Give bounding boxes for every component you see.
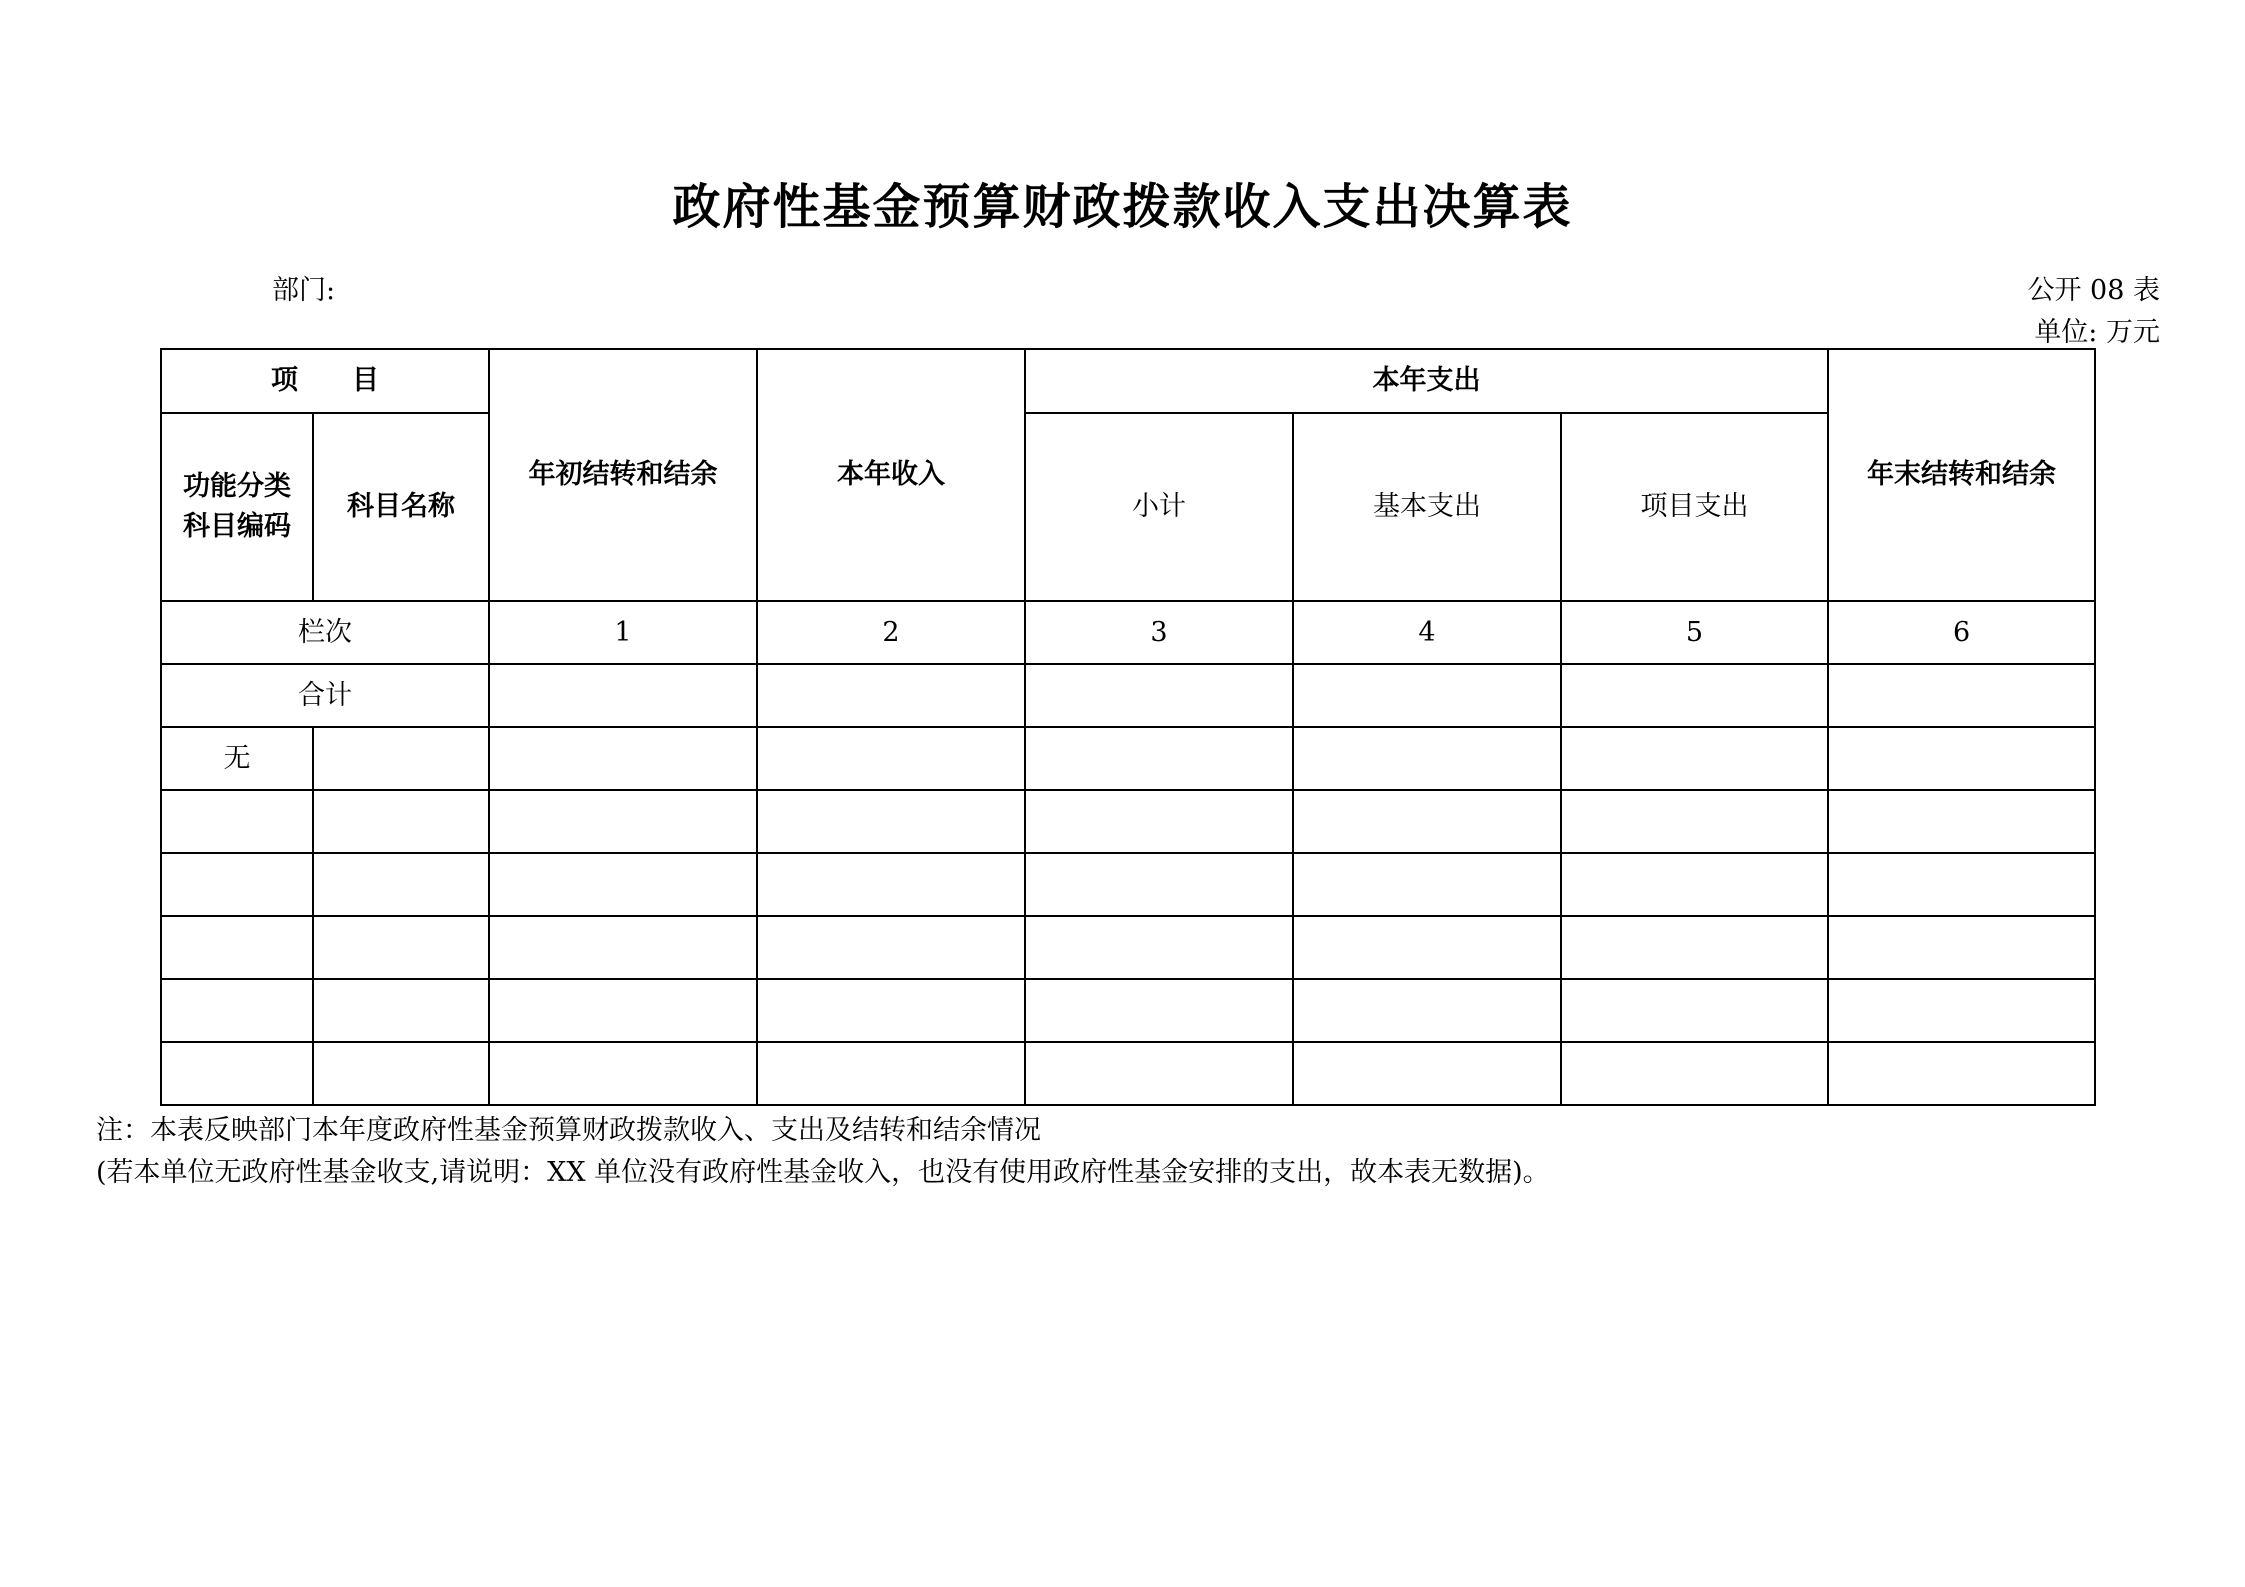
table-cell <box>1293 790 1561 853</box>
table-cell <box>489 727 757 790</box>
table-cell <box>757 853 1025 916</box>
column-number: 6 <box>1828 601 2095 664</box>
column-number: 1 <box>489 601 757 664</box>
table-cell <box>1561 1042 1828 1105</box>
table-cell <box>1025 790 1293 853</box>
table-cell <box>313 790 489 853</box>
table-cell <box>489 664 757 727</box>
table-cell <box>489 979 757 1042</box>
header-subtotal: 小计 <box>1025 413 1293 601</box>
table-cell <box>489 853 757 916</box>
table-cell <box>1293 979 1561 1042</box>
unit-label: 单位: 万元 <box>2034 317 2160 348</box>
table-cell <box>313 916 489 979</box>
table-cell <box>1025 853 1293 916</box>
table-cell <box>1025 664 1293 727</box>
table-cell <box>1561 853 1828 916</box>
header-func-code: 功能分类科目编码 <box>161 413 313 601</box>
table-cell <box>161 853 313 916</box>
header-opening-balance: 年初结转和结余 <box>489 349 757 601</box>
table-cell <box>1561 916 1828 979</box>
header-basic: 基本支出 <box>1293 413 1561 601</box>
table-cell <box>1025 979 1293 1042</box>
table-cell <box>1828 979 2095 1042</box>
table-cell <box>1293 916 1561 979</box>
table-cell <box>161 916 313 979</box>
table-cell <box>161 1042 313 1105</box>
table-row <box>161 853 2095 916</box>
header-closing-balance: 年末结转和结余 <box>1828 349 2095 601</box>
notes <box>96 1110 1550 1194</box>
total-label: 合计 <box>161 664 489 727</box>
table-row <box>161 727 2095 790</box>
table-cell <box>1025 727 1293 790</box>
table-cell <box>1828 664 2095 727</box>
table-cell <box>757 979 1025 1042</box>
table-cell <box>1293 1042 1561 1105</box>
table-cell <box>1561 664 1828 727</box>
column-number: 5 <box>1561 601 1828 664</box>
column-index-row <box>161 601 2095 664</box>
table-cell <box>489 916 757 979</box>
table-cell <box>1025 916 1293 979</box>
column-index-label: 栏次 <box>161 601 489 664</box>
table-cell: 无 <box>161 727 313 790</box>
table-cell <box>313 727 489 790</box>
total-row <box>161 664 2095 727</box>
table-cell <box>757 790 1025 853</box>
table-cell <box>313 1042 489 1105</box>
page-title: 政府性基金预算财政拨款收入支出决算表 <box>672 179 1573 235</box>
table-cell <box>161 979 313 1042</box>
table-row <box>161 979 2095 1042</box>
table-cell <box>161 790 313 853</box>
header-income: 本年收入 <box>757 349 1025 601</box>
table-cell <box>757 727 1025 790</box>
table-cell <box>1828 1042 2095 1105</box>
form-number: 公开 08 表 <box>2027 275 2160 306</box>
table-cell <box>313 979 489 1042</box>
table-cell <box>313 853 489 916</box>
table-cell <box>1828 916 2095 979</box>
header-project: 项目支出 <box>1561 413 1828 601</box>
header-expenditure: 本年支出 <box>1025 349 1828 413</box>
table-cell <box>1561 727 1828 790</box>
column-number: 2 <box>757 601 1025 664</box>
department-label: 部门: <box>272 275 336 306</box>
table-row <box>161 916 2095 979</box>
column-number: 4 <box>1293 601 1561 664</box>
table-cell <box>489 1042 757 1105</box>
note-line: (若本单位无政府性基金收支,请说明：XX 单位没有政府性基金收入，也没有使用政府性基金安排的支出，故本表无数据)。 <box>96 1157 1550 1188</box>
table-cell <box>1828 727 2095 790</box>
table-cell <box>1025 1042 1293 1105</box>
table-row <box>161 790 2095 853</box>
table-cell <box>1561 790 1828 853</box>
table-cell <box>757 916 1025 979</box>
column-number: 3 <box>1025 601 1293 664</box>
table-row <box>161 1042 2095 1105</box>
table-cell <box>489 790 757 853</box>
table-cell <box>757 664 1025 727</box>
table-cell <box>757 1042 1025 1105</box>
report-table <box>160 348 2096 1106</box>
header-subject-name: 科目名称 <box>313 413 489 601</box>
note-line: 注：本表反映部门本年度政府性基金预算财政拨款收入、支出及结转和结余情况 <box>96 1115 1041 1146</box>
table-cell <box>1293 853 1561 916</box>
header-item: 项 目 <box>161 349 489 413</box>
table-cell <box>1293 727 1561 790</box>
table-cell <box>1828 790 2095 853</box>
table-cell <box>1293 664 1561 727</box>
table-cell <box>1828 853 2095 916</box>
table-cell <box>1561 979 1828 1042</box>
